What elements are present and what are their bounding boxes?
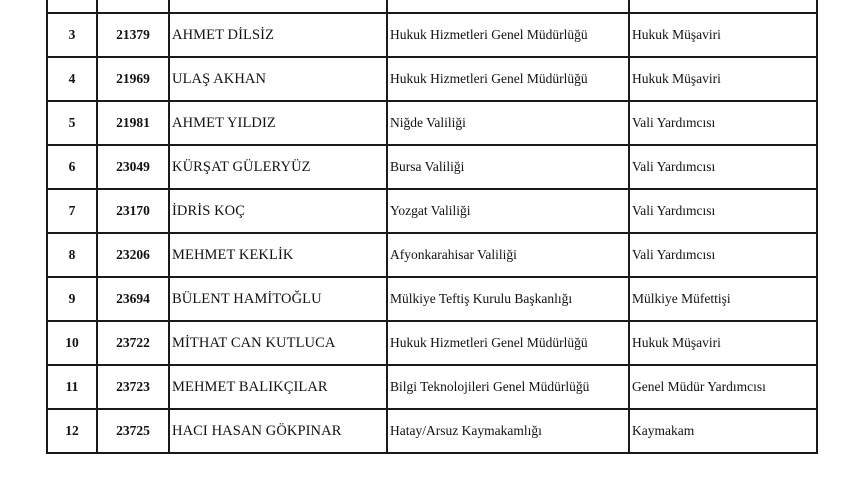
cell-unit: Hatay/Arsuz Kaymakamlığı <box>387 409 629 453</box>
cell-title: Hukuk Müşaviri <box>629 13 817 57</box>
cell-registry-number: 23049 <box>97 145 169 189</box>
cell-row-number: 7 <box>47 189 97 233</box>
cell-unit: Niğde Valiliği <box>387 101 629 145</box>
cell-row-number <box>47 0 97 13</box>
cell-full-name: MİTHAT CAN KUTLUCA <box>169 321 387 365</box>
table-row <box>47 57 817 101</box>
table-row <box>47 233 817 277</box>
cell-registry-number: 21981 <box>97 101 169 145</box>
cell-full-name: ULAŞ AKHAN <box>169 57 387 101</box>
cell-row-number: 10 <box>47 321 97 365</box>
cell-title: Vali Yardımcısı <box>629 145 817 189</box>
cell-unit: Hukuk Hizmetleri Genel Müdürlüğü <box>387 13 629 57</box>
table-row <box>47 409 817 453</box>
table-row <box>47 189 817 233</box>
cell-unit: Afyonkarahisar Valiliği <box>387 233 629 277</box>
table-row <box>47 277 817 321</box>
cell-registry-number: 23722 <box>97 321 169 365</box>
cell-title: Genel Müdür Yardımcısı <box>629 365 817 409</box>
personnel-table-body <box>47 0 817 453</box>
cell-registry-number: 23206 <box>97 233 169 277</box>
cell-row-number: 12 <box>47 409 97 453</box>
cell-registry-number: 23723 <box>97 365 169 409</box>
cell-registry-number: 23725 <box>97 409 169 453</box>
cell-title <box>629 0 817 13</box>
cell-full-name: AHMET YILDIZ <box>169 101 387 145</box>
cell-registry-number <box>97 0 169 13</box>
cell-unit: Bilgi Teknolojileri Genel Müdürlüğü <box>387 365 629 409</box>
cell-registry-number: 21969 <box>97 57 169 101</box>
personnel-table <box>46 0 818 454</box>
cell-unit: Yozgat Valiliği <box>387 189 629 233</box>
cell-title: Hukuk Müşaviri <box>629 321 817 365</box>
personnel-table-container <box>46 0 816 454</box>
cell-title: Hukuk Müşaviri <box>629 57 817 101</box>
cell-unit: Mülkiye Teftiş Kurulu Başkanlığı <box>387 277 629 321</box>
cell-registry-number: 23694 <box>97 277 169 321</box>
cell-title: Kaymakam <box>629 409 817 453</box>
cell-row-number: 9 <box>47 277 97 321</box>
cell-registry-number: 23170 <box>97 189 169 233</box>
table-row <box>47 101 817 145</box>
cell-full-name <box>169 0 387 13</box>
cell-unit: Bursa Valiliği <box>387 145 629 189</box>
cell-title: Vali Yardımcısı <box>629 233 817 277</box>
cell-unit: Hukuk Hizmetleri Genel Müdürlüğü <box>387 57 629 101</box>
cell-row-number: 6 <box>47 145 97 189</box>
cell-title: Mülkiye Müfettişi <box>629 277 817 321</box>
cell-row-number: 4 <box>47 57 97 101</box>
cell-title: Vali Yardımcısı <box>629 101 817 145</box>
cell-row-number: 11 <box>47 365 97 409</box>
cell-full-name: MEHMET KEKLİK <box>169 233 387 277</box>
cell-full-name: BÜLENT HAMİTOĞLU <box>169 277 387 321</box>
table-row-cut-off <box>47 0 817 13</box>
cell-title: Vali Yardımcısı <box>629 189 817 233</box>
table-row <box>47 13 817 57</box>
cell-full-name: KÜRŞAT GÜLERYÜZ <box>169 145 387 189</box>
table-row <box>47 145 817 189</box>
cell-row-number: 5 <box>47 101 97 145</box>
cell-unit <box>387 0 629 13</box>
table-row <box>47 365 817 409</box>
cell-full-name: HACI HASAN GÖKPINAR <box>169 409 387 453</box>
cell-registry-number: 21379 <box>97 13 169 57</box>
cell-row-number: 8 <box>47 233 97 277</box>
cell-unit: Hukuk Hizmetleri Genel Müdürlüğü <box>387 321 629 365</box>
cell-full-name: AHMET DİLSİZ <box>169 13 387 57</box>
cell-full-name: İDRİS KOÇ <box>169 189 387 233</box>
cell-row-number: 3 <box>47 13 97 57</box>
table-row <box>47 321 817 365</box>
cell-full-name: MEHMET BALIKÇILAR <box>169 365 387 409</box>
